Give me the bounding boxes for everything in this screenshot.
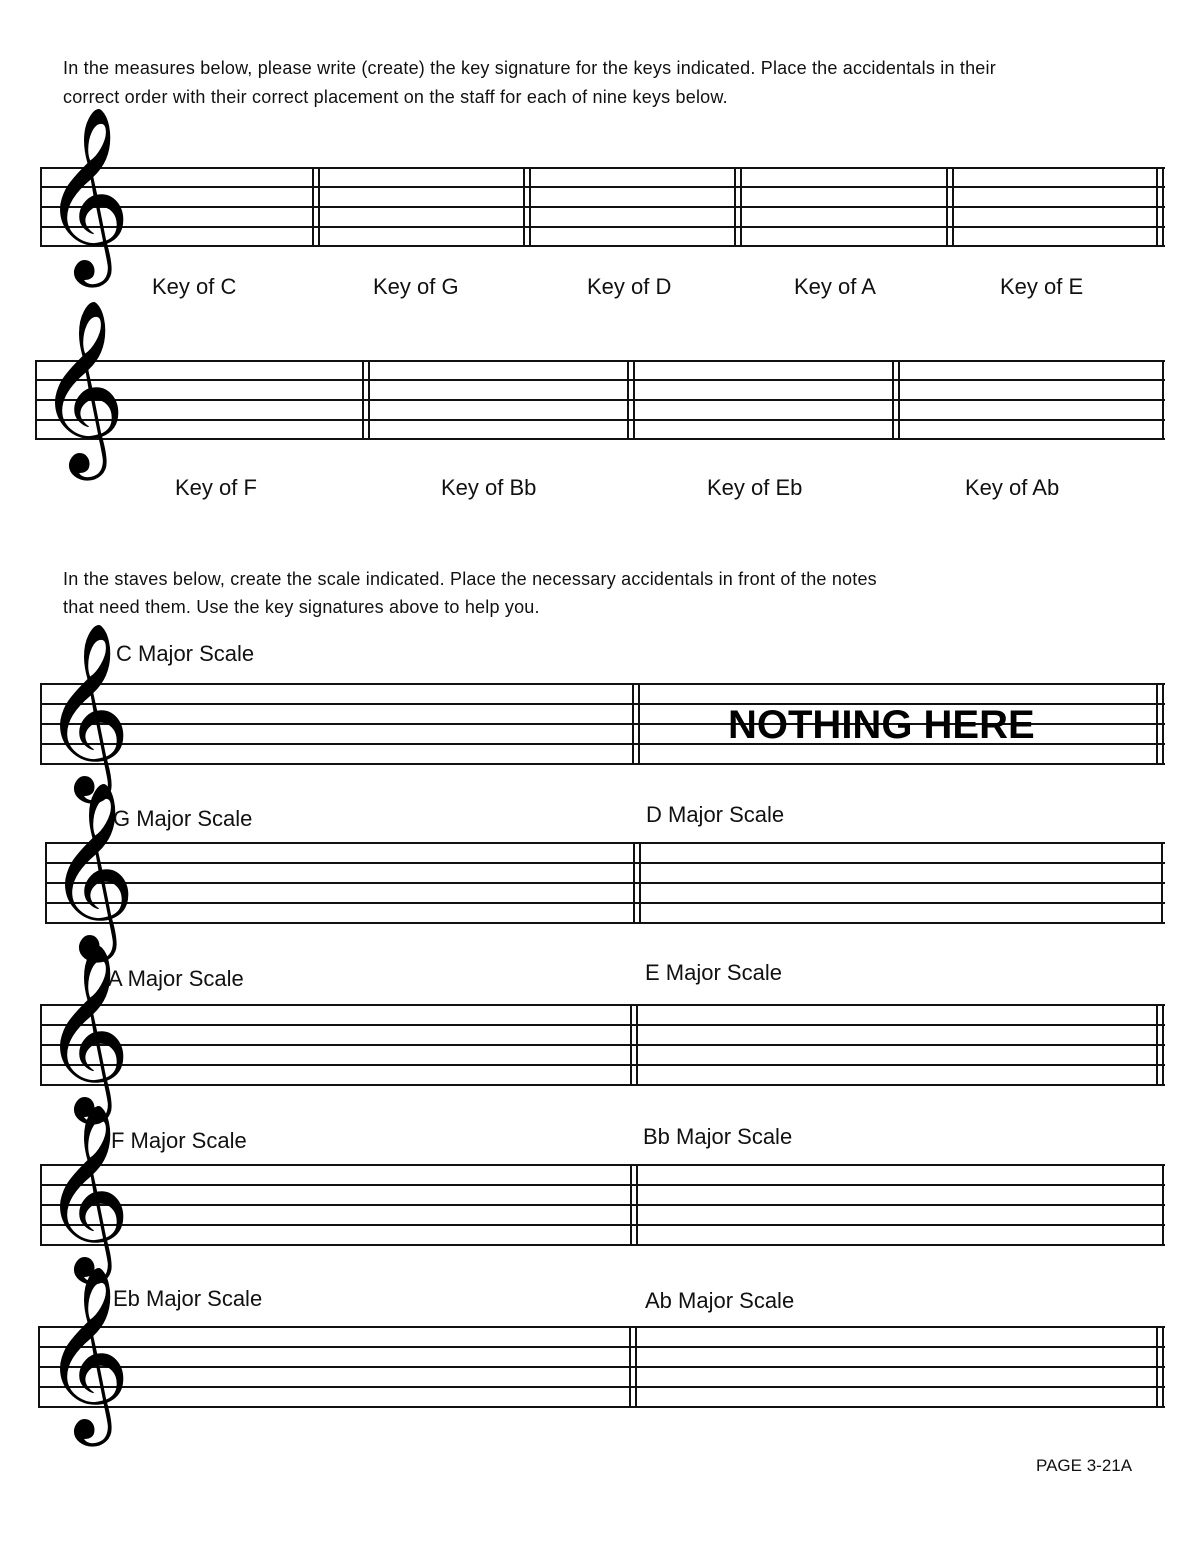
treble-clef-icon: 𝄞 xyxy=(47,781,136,955)
treble-clef-icon: 𝄞 xyxy=(42,1265,131,1439)
key-label: Key of G xyxy=(373,274,459,299)
nothing-here-label: NOTHING HERE xyxy=(728,703,1035,747)
key-label: Key of E xyxy=(1000,274,1084,299)
key-signature-staff-2 xyxy=(35,360,1165,440)
key-label: Key of A xyxy=(794,274,876,299)
instruction-line-4: that need them. Use the key signatures above to help you. xyxy=(63,597,540,617)
scale-label: F Major Scale xyxy=(111,1128,247,1153)
scale-label: Ab Major Scale xyxy=(645,1288,795,1313)
scale-staff-eb-ab xyxy=(38,1326,1165,1408)
scale-label: E Major Scale xyxy=(645,960,782,985)
treble-clef-icon: 𝄞 xyxy=(42,622,131,796)
treble-clef-icon: 𝄞 xyxy=(42,1103,131,1277)
scale-label: A Major Scale xyxy=(108,966,244,991)
key-label: Key of Eb xyxy=(707,475,803,500)
key-label: Key of D xyxy=(587,274,672,299)
treble-clef-icon: 𝄞 xyxy=(42,106,131,280)
scale-label: C Major Scale xyxy=(116,641,255,666)
key-label: Key of F xyxy=(175,475,257,500)
key-signature-staff-1 xyxy=(40,167,1165,247)
treble-clef-icon: 𝄞 xyxy=(42,943,131,1117)
treble-clef-icon: 𝄞 xyxy=(37,299,126,473)
scale-label: Eb Major Scale xyxy=(113,1286,263,1311)
instruction-line-2: correct order with their correct placement on the staff for each of nine keys below. xyxy=(63,87,728,107)
scale-staff-a-e xyxy=(40,1004,1165,1086)
scale-label: G Major Scale xyxy=(113,806,253,831)
instruction-line-1: In the measures below, please write (create) the key signature for the keys indicated. Place the accidentals in their xyxy=(63,58,996,78)
key-label: Key of C xyxy=(152,274,237,299)
scale-label: Bb Major Scale xyxy=(643,1124,793,1149)
scale-staff-f-bb xyxy=(40,1164,1165,1246)
key-label: Key of Bb xyxy=(441,475,537,500)
scale-staff-g-d xyxy=(45,842,1165,924)
key-label: Key of Ab xyxy=(965,475,1060,500)
page-number: PAGE 3-21A xyxy=(1036,1456,1133,1475)
instruction-line-3: In the staves below, create the scale indicated. Place the necessary accidentals in front of the notes xyxy=(63,569,877,589)
scale-label: D Major Scale xyxy=(646,802,785,827)
